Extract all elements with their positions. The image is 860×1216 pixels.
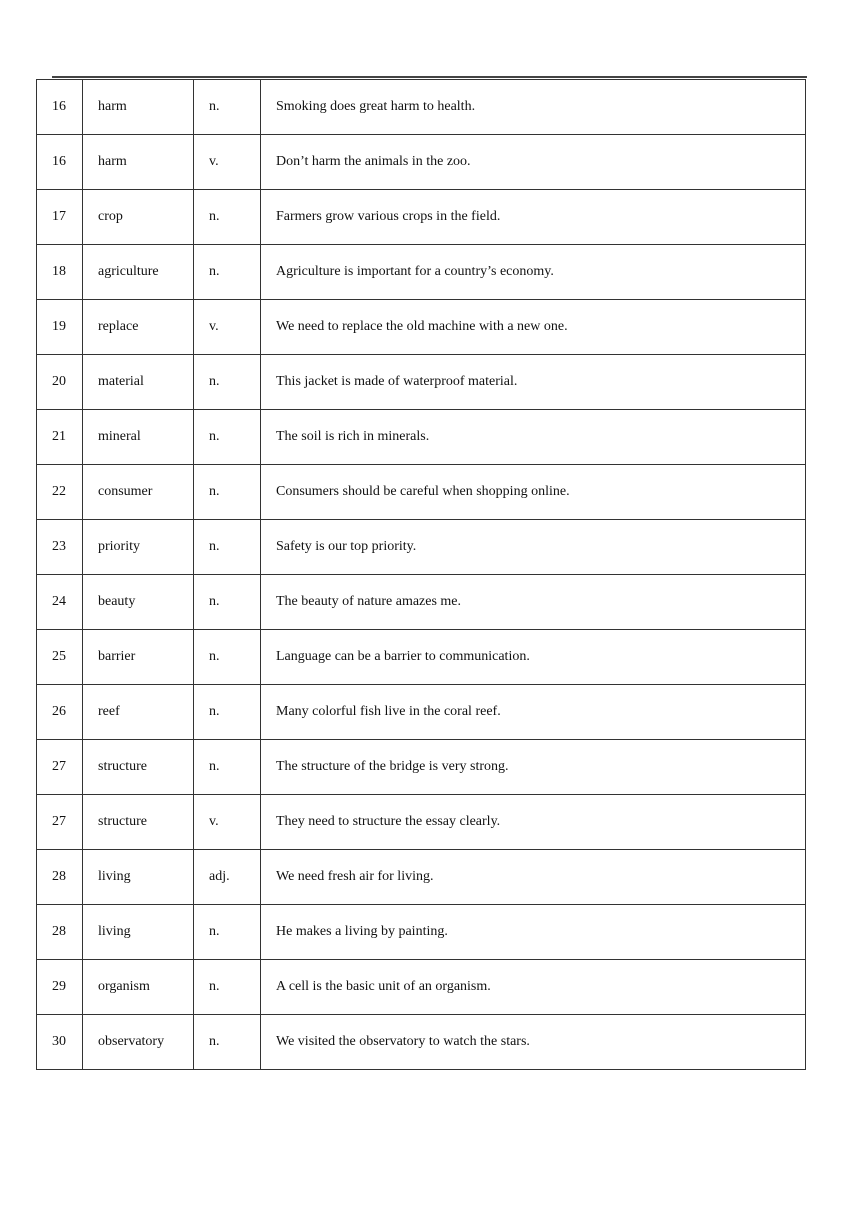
part-of-speech: n. bbox=[194, 740, 261, 795]
vocabulary-word: living bbox=[83, 850, 194, 905]
table-row bbox=[37, 740, 806, 795]
table-row bbox=[37, 190, 806, 245]
example-sentence: Farmers grow various crops in the field. bbox=[261, 190, 806, 245]
part-of-speech: v. bbox=[194, 135, 261, 190]
row-number: 29 bbox=[37, 960, 83, 1015]
example-sentence: We need fresh air for living. bbox=[261, 850, 806, 905]
table-row bbox=[37, 795, 806, 850]
row-number: 28 bbox=[37, 850, 83, 905]
example-sentence: Don’t harm the animals in the zoo. bbox=[261, 135, 806, 190]
vocabulary-word: structure bbox=[83, 740, 194, 795]
vocabulary-word: living bbox=[83, 905, 194, 960]
vocabulary-word: consumer bbox=[83, 465, 194, 520]
example-sentence: Agriculture is important for a country’s economy. bbox=[261, 245, 806, 300]
part-of-speech: n. bbox=[194, 630, 261, 685]
table-row bbox=[37, 465, 806, 520]
header-rule bbox=[52, 76, 807, 78]
part-of-speech: n. bbox=[194, 905, 261, 960]
row-number: 18 bbox=[37, 245, 83, 300]
table-row bbox=[37, 630, 806, 685]
table-row bbox=[37, 520, 806, 575]
part-of-speech: v. bbox=[194, 300, 261, 355]
example-sentence: A cell is the basic unit of an organism. bbox=[261, 960, 806, 1015]
row-number: 27 bbox=[37, 795, 83, 850]
table-row bbox=[37, 850, 806, 905]
part-of-speech: n. bbox=[194, 685, 261, 740]
row-number: 19 bbox=[37, 300, 83, 355]
row-number: 20 bbox=[37, 355, 83, 410]
example-sentence: He makes a living by painting. bbox=[261, 905, 806, 960]
example-sentence: We need to replace the old machine with a new one. bbox=[261, 300, 806, 355]
example-sentence: We visited the observatory to watch the stars. bbox=[261, 1015, 806, 1070]
part-of-speech: n. bbox=[194, 960, 261, 1015]
row-number: 22 bbox=[37, 465, 83, 520]
vocabulary-word: structure bbox=[83, 795, 194, 850]
vocabulary-word: reef bbox=[83, 685, 194, 740]
row-number: 16 bbox=[37, 80, 83, 135]
example-sentence: The beauty of nature amazes me. bbox=[261, 575, 806, 630]
vocabulary-table-body bbox=[37, 80, 806, 1070]
example-sentence: Many colorful fish live in the coral reef. bbox=[261, 685, 806, 740]
vocabulary-word: agriculture bbox=[83, 245, 194, 300]
row-number: 16 bbox=[37, 135, 83, 190]
example-sentence: The soil is rich in minerals. bbox=[261, 410, 806, 465]
row-number: 21 bbox=[37, 410, 83, 465]
part-of-speech: n. bbox=[194, 190, 261, 245]
vocabulary-word: crop bbox=[83, 190, 194, 245]
row-number: 27 bbox=[37, 740, 83, 795]
part-of-speech: v. bbox=[194, 795, 261, 850]
part-of-speech: n. bbox=[194, 1015, 261, 1070]
table-row bbox=[37, 575, 806, 630]
vocabulary-word: material bbox=[83, 355, 194, 410]
row-number: 26 bbox=[37, 685, 83, 740]
vocabulary-table bbox=[36, 79, 806, 1070]
example-sentence: Safety is our top priority. bbox=[261, 520, 806, 575]
vocabulary-word: mineral bbox=[83, 410, 194, 465]
part-of-speech: n. bbox=[194, 410, 261, 465]
row-number: 24 bbox=[37, 575, 83, 630]
part-of-speech: n. bbox=[194, 80, 261, 135]
table-row bbox=[37, 410, 806, 465]
vocabulary-word: harm bbox=[83, 135, 194, 190]
table-row bbox=[37, 1015, 806, 1070]
row-number: 30 bbox=[37, 1015, 83, 1070]
row-number: 23 bbox=[37, 520, 83, 575]
example-sentence: This jacket is made of waterproof material. bbox=[261, 355, 806, 410]
example-sentence: The structure of the bridge is very strong. bbox=[261, 740, 806, 795]
part-of-speech: n. bbox=[194, 355, 261, 410]
row-number: 25 bbox=[37, 630, 83, 685]
example-sentence: Language can be a barrier to communication. bbox=[261, 630, 806, 685]
vocabulary-word: organism bbox=[83, 960, 194, 1015]
table-row bbox=[37, 245, 806, 300]
table-row bbox=[37, 355, 806, 410]
table-row bbox=[37, 905, 806, 960]
table-row bbox=[37, 80, 806, 135]
table-row bbox=[37, 960, 806, 1015]
example-sentence: Consumers should be careful when shopping online. bbox=[261, 465, 806, 520]
table-row bbox=[37, 135, 806, 190]
table-row bbox=[37, 300, 806, 355]
vocabulary-word: harm bbox=[83, 80, 194, 135]
table-row bbox=[37, 685, 806, 740]
part-of-speech: n. bbox=[194, 245, 261, 300]
vocabulary-word: replace bbox=[83, 300, 194, 355]
vocabulary-word: observatory bbox=[83, 1015, 194, 1070]
vocabulary-word: barrier bbox=[83, 630, 194, 685]
example-sentence: They need to structure the essay clearly. bbox=[261, 795, 806, 850]
part-of-speech: n. bbox=[194, 520, 261, 575]
part-of-speech: adj. bbox=[194, 850, 261, 905]
vocabulary-word: priority bbox=[83, 520, 194, 575]
example-sentence: Smoking does great harm to health. bbox=[261, 80, 806, 135]
part-of-speech: n. bbox=[194, 465, 261, 520]
row-number: 17 bbox=[37, 190, 83, 245]
vocabulary-word: beauty bbox=[83, 575, 194, 630]
part-of-speech: n. bbox=[194, 575, 261, 630]
row-number: 28 bbox=[37, 905, 83, 960]
